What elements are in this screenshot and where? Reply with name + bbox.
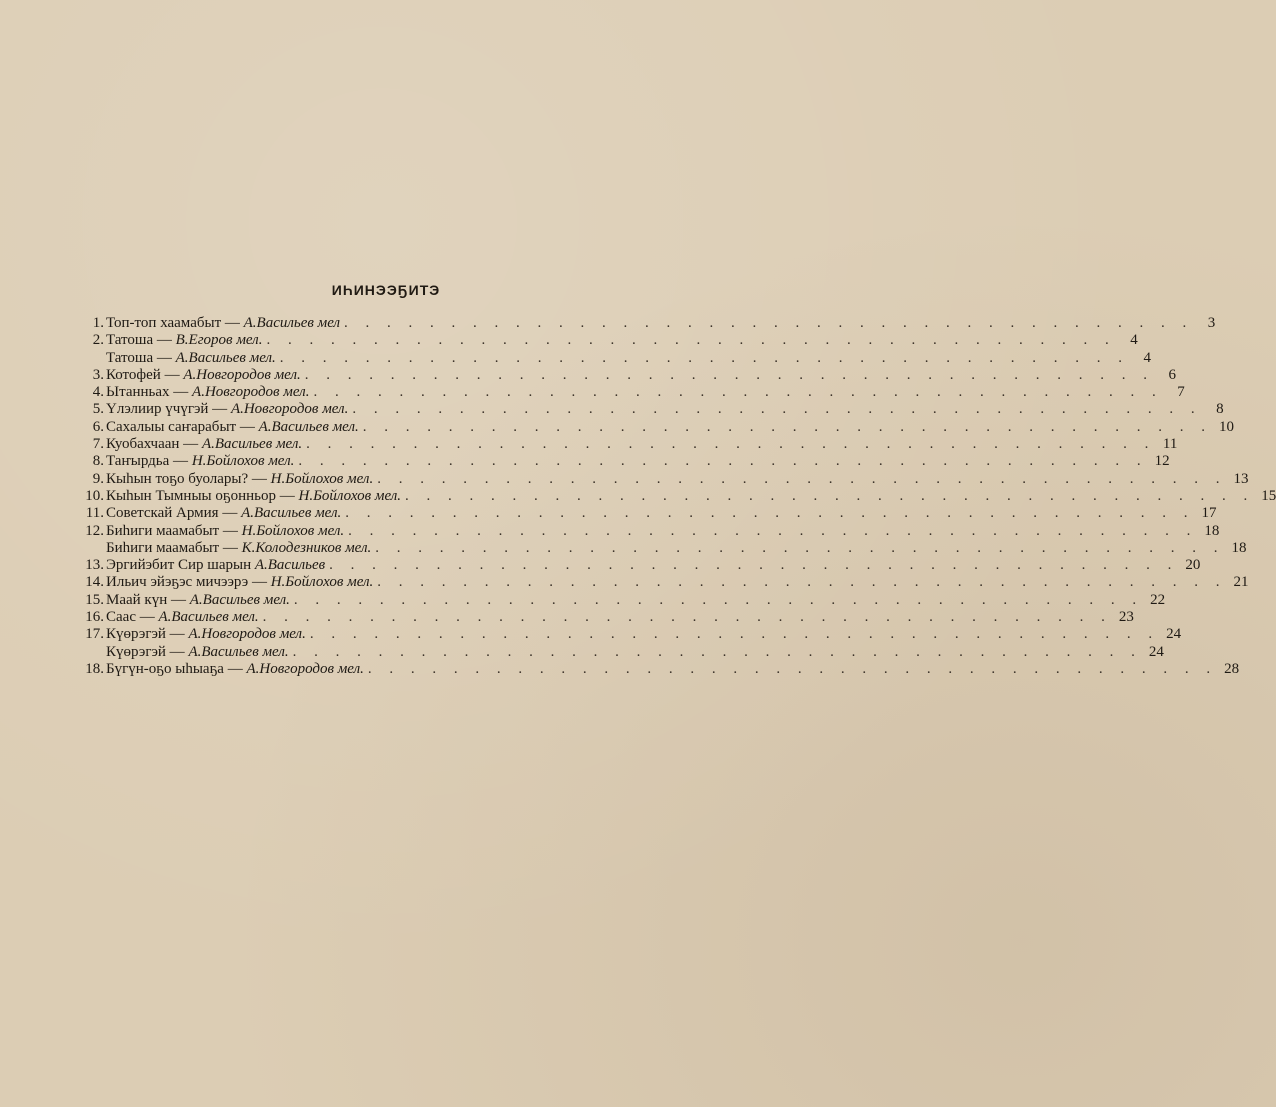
toc-entry-text bbox=[106, 626, 1182, 643]
toc-entry-author: А.Васильев мел. bbox=[189, 591, 290, 608]
toc-entry-page: 18 bbox=[1204, 522, 1220, 539]
toc-entry bbox=[84, 470, 1249, 488]
toc-entry-text bbox=[106, 349, 1152, 367]
toc-entry bbox=[84, 660, 1240, 678]
toc-entry-number: 8. bbox=[92, 453, 104, 470]
toc-entry-number: 10. bbox=[85, 487, 104, 504]
toc-entry-number: 18. bbox=[85, 660, 104, 677]
toc-entry-text bbox=[106, 522, 1220, 540]
toc-entry-number: 12. bbox=[85, 522, 104, 539]
toc-entry-text bbox=[106, 332, 1138, 349]
toc-entry bbox=[84, 591, 1166, 609]
toc-entry-author: А.Васильев мел. bbox=[188, 643, 289, 660]
dot-leader: . . . . . . . . . . . . . . . . . . . . . . . . . . . . . . . . . . . . . . . . bbox=[348, 522, 1198, 539]
toc-entry-number: 9. bbox=[92, 470, 104, 487]
toc-entry bbox=[84, 609, 1134, 626]
toc-entry-title: Куобахчаан — bbox=[106, 436, 202, 453]
dot-leader: . . . . . . . . . . . . . . . . . . . . . . . . . . . . . . . . . . . . . . . . bbox=[375, 539, 1225, 556]
toc-entry bbox=[84, 557, 1201, 574]
toc-entry-text bbox=[106, 487, 1276, 505]
dot-leader: . . . . . . . . . . . . . . . . . . . . . . . . . . . . . . . . . . . . . . . . bbox=[306, 436, 1156, 453]
toc-entry bbox=[84, 332, 1138, 349]
toc-entry-title: Үлэлиир үчүгэй — bbox=[106, 401, 231, 418]
dot-leader: . . . . . . . . . . . . . . . . . . . . . . . . . . . . . . . . . . . . . . . . bbox=[262, 609, 1112, 626]
toc-entry bbox=[84, 643, 1164, 661]
toc-entry-author: Н.Бойлохов мел. bbox=[241, 522, 345, 539]
dot-leader: . . . . . . . . . . . . . . . . . . . . . . . . . . . . . . . . . . . . . . . . bbox=[367, 660, 1218, 677]
toc-entry-text bbox=[106, 418, 1234, 436]
toc-entry-title: Эргийэбит Сир шарын bbox=[106, 557, 255, 574]
toc-entry bbox=[84, 384, 1185, 401]
dot-leader: . . . . . . . . . . . . . . . . . . . . . . . . . . . . . . . . . . . . . . . . bbox=[279, 349, 1130, 366]
toc-entry-number: 3. bbox=[92, 366, 104, 383]
toc-entry-text bbox=[106, 609, 1134, 626]
toc-entry-page: 18 bbox=[1231, 539, 1247, 556]
toc-entry-text bbox=[106, 436, 1178, 453]
toc-entry-number: 4. bbox=[92, 384, 104, 401]
toc-entry bbox=[84, 349, 1152, 367]
toc-entry-page: 4 bbox=[1143, 349, 1152, 366]
toc-entry-text bbox=[106, 660, 1240, 678]
toc-entry bbox=[84, 505, 1217, 522]
dot-leader: . . . . . . . . . . . . . . . . . . . . . . . . . . . . . . . . . . . . . . . . bbox=[377, 470, 1227, 487]
toc-entry-number: 16. bbox=[85, 609, 104, 626]
toc-entry bbox=[84, 522, 1220, 540]
toc-entry-page: 24 bbox=[1166, 626, 1182, 643]
table-of-contents bbox=[84, 315, 1276, 678]
toc-entry-title: Таҥырдьа — bbox=[106, 453, 192, 470]
toc-entry bbox=[84, 453, 1170, 470]
toc-entry-title: Татоша — bbox=[106, 332, 176, 349]
toc-entry-author: А.Новгородов мел. bbox=[230, 401, 349, 418]
toc-entry-text bbox=[106, 401, 1224, 418]
dot-leader: . . . . . . . . . . . . . . . . . . . . . . . . . . . . . . . . . . . . . . . . bbox=[292, 643, 1142, 660]
toc-entry-title: Советскай Армия — bbox=[106, 505, 242, 522]
toc-entry-page: 7 bbox=[1177, 384, 1185, 401]
toc-entry-number: 2. bbox=[92, 332, 104, 349]
toc-entry-title: Саас — bbox=[106, 609, 159, 626]
toc-entry-text bbox=[106, 557, 1201, 574]
toc-entry bbox=[84, 401, 1224, 418]
toc-entry-title: Биһиги маамабыт — bbox=[106, 522, 242, 539]
dot-leader: . . . . . . . . . . . . . . . . . . . . . . . . . . . . . . . . . . . . . . . . bbox=[304, 366, 1154, 383]
dot-leader: . . . . . . . . . . . . . . . . . . . . . . . . . . . . . . . . . . . . . . . . bbox=[344, 315, 1194, 331]
toc-entry-page: 13 bbox=[1233, 470, 1249, 487]
toc-entry-page: 28 bbox=[1224, 660, 1240, 677]
toc-entry-author: А.Васильев мел. bbox=[158, 609, 259, 626]
toc-entry-page: 8 bbox=[1216, 401, 1224, 418]
dot-leader: . . . . . . . . . . . . . . . . . . . . . . . . . . . . . . . . . . . . . . . . bbox=[293, 591, 1144, 608]
toc-entry-page: 17 bbox=[1201, 505, 1217, 522]
toc-entry-text bbox=[106, 505, 1217, 522]
toc-entry-author: А.Новгородов мел. bbox=[188, 626, 306, 643]
toc-entry-title: Кыһын тоҕо буолары? — bbox=[106, 470, 271, 487]
toc-entry-text bbox=[106, 643, 1164, 661]
toc-entry-number: 17. bbox=[85, 626, 104, 643]
toc-entry-page: 15 bbox=[1261, 487, 1276, 504]
toc-entry-author: А.Васильев bbox=[254, 557, 326, 574]
toc-entry-title: Сахалыы саҥарабыт — bbox=[106, 418, 259, 435]
toc-entry-author: К.Колодезников мел. bbox=[241, 539, 372, 556]
toc-entry-page: 24 bbox=[1148, 643, 1164, 660]
toc-entry-title: Ильич эйэҕэс мичээрэ — bbox=[106, 574, 271, 591]
dot-leader: . . . . . . . . . . . . . . . . . . . . . . . . . . . . . . . . . . . . . . . . bbox=[345, 505, 1195, 522]
toc-entry-text bbox=[106, 453, 1170, 470]
toc-entry-text bbox=[106, 539, 1247, 557]
toc-entry bbox=[84, 315, 1216, 332]
toc-entry-title: Маай күн — bbox=[106, 591, 190, 608]
toc-entry-author: Н.Бойлохов мел. bbox=[298, 487, 402, 504]
toc-heading: ИҺИНЭЭҔИТЭ bbox=[331, 282, 441, 298]
toc-entry-page: 22 bbox=[1150, 591, 1166, 608]
toc-entry-title: Ытанньах — bbox=[106, 384, 193, 401]
toc-entry-author: А.Васильев мел. bbox=[201, 436, 303, 453]
toc-entry-author: Н.Бойлохов мел. bbox=[270, 574, 374, 591]
toc-entry-title: Топ-топ хаамабыт — bbox=[106, 315, 244, 331]
toc-entry-number: 15. bbox=[85, 591, 104, 608]
toc-entry bbox=[84, 366, 1176, 384]
toc-entry-author: Н.Бойлохов мел. bbox=[191, 453, 295, 470]
dot-leader: . . . . . . . . . . . . . . . . . . . . . . . . . . . . . . . . . . . . . . . . bbox=[266, 332, 1116, 349]
toc-entry-title: Татоша — bbox=[106, 349, 176, 366]
dot-leader: . . . . . . . . . . . . . . . . . . . . . . . . . . . . . . . . . . . . . . . . bbox=[362, 418, 1212, 435]
toc-entry-text bbox=[106, 591, 1166, 609]
toc-entry-author: А.Васильев мел. bbox=[258, 418, 359, 435]
toc-entry-page: 21 bbox=[1233, 574, 1249, 591]
toc-entry-author: А.Новгородов мел. bbox=[192, 384, 310, 401]
dot-leader: . . . . . . . . . . . . . . . . . . . . . . . . . . . . . . . . . . . . . . . . bbox=[352, 401, 1202, 418]
toc-entry-text bbox=[106, 315, 1216, 332]
toc-entry-number: 5. bbox=[92, 401, 104, 418]
toc-entry-page: 20 bbox=[1185, 557, 1201, 574]
toc-entry bbox=[84, 436, 1178, 453]
toc-entry-page: 4 bbox=[1130, 332, 1138, 349]
toc-entry-author: Н.Бойлохов мел. bbox=[270, 470, 374, 487]
dot-leader: . . . . . . . . . . . . . . . . . . . . . . . . . . . . . . . . . . . . . . . . bbox=[313, 384, 1163, 401]
toc-entry-author: А.Новгородов мел. bbox=[246, 660, 364, 677]
toc-entry-number: 11. bbox=[85, 505, 104, 522]
toc-entry-author: А.Новгородов мел. bbox=[183, 366, 301, 383]
toc-entry-page: 10 bbox=[1219, 418, 1234, 435]
toc-entry bbox=[84, 487, 1276, 505]
toc-entry bbox=[84, 574, 1249, 591]
toc-entry-title: Кыһын Тымныы оҕонньор — bbox=[106, 487, 299, 504]
toc-entry-author: В.Егоров мел. bbox=[175, 332, 263, 349]
toc-entry-title: Күөрэгэй — bbox=[106, 626, 189, 643]
dot-leader: . . . . . . . . . . . . . . . . . . . . . . . . . . . . . . . . . . . . . . . . bbox=[329, 557, 1179, 574]
dot-leader: . . . . . . . . . . . . . . . . . . . . . . . . . . . . . . . . . . . . . . . . bbox=[298, 453, 1148, 470]
toc-entry-title: Биһиги маамабыт — bbox=[106, 539, 242, 556]
dot-leader: . . . . . . . . . . . . . . . . . . . . . . . . . . . . . . . . . . . . . . . . bbox=[377, 574, 1227, 591]
toc-entry-number: 7. bbox=[92, 436, 104, 453]
dot-leader: . . . . . . . . . . . . . . . . . . . . . . . . . . . . . . . . . . . . . . . . bbox=[405, 487, 1255, 504]
toc-entry bbox=[84, 626, 1182, 643]
toc-entry-page: 3 bbox=[1207, 315, 1216, 331]
toc-entry-author: А.Васильев мел bbox=[243, 315, 341, 331]
toc-entry bbox=[84, 539, 1247, 557]
toc-entry-number: 1. bbox=[92, 315, 104, 331]
toc-entry-author: А.Васильев мел. bbox=[241, 505, 342, 522]
toc-entry-author: А.Васильев мел. bbox=[175, 349, 276, 366]
toc-entry-number: 13. bbox=[85, 557, 104, 574]
toc-entry-title: Күөрэгэй — bbox=[106, 643, 189, 660]
toc-entry-page: 6 bbox=[1168, 366, 1176, 383]
toc-entry-page: 23 bbox=[1118, 609, 1134, 626]
toc-entry-title: Бүгүн-оҕо ыһыаҕа — bbox=[106, 660, 247, 677]
dot-leader: . . . . . . . . . . . . . . . . . . . . . . . . . . . . . . . . . . . . . . . . bbox=[309, 626, 1160, 643]
toc-entry bbox=[84, 418, 1234, 436]
toc-entry-text bbox=[106, 470, 1249, 488]
toc-entry-number: 14. bbox=[85, 574, 104, 591]
toc-entry-text bbox=[106, 366, 1176, 384]
toc-entry-page: 11 bbox=[1162, 436, 1178, 453]
toc-entry-page: 12 bbox=[1154, 453, 1170, 470]
toc-entry-text bbox=[106, 384, 1185, 401]
toc-entry-title: Котофей — bbox=[106, 366, 184, 383]
toc-entry-text bbox=[106, 574, 1249, 591]
toc-entry-number: 6. bbox=[92, 418, 104, 435]
